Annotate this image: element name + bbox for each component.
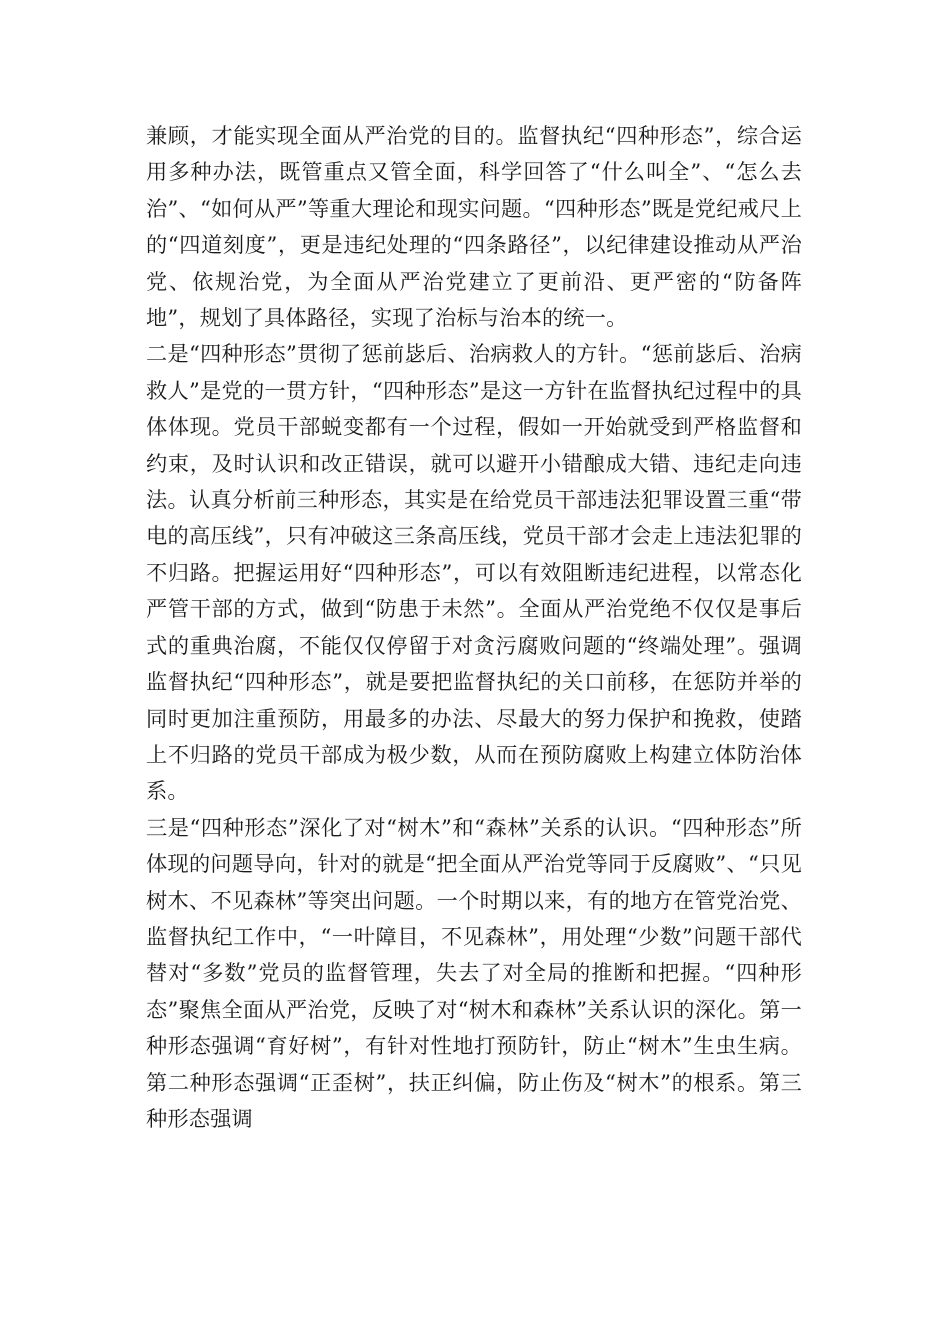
- document-body: [146, 118, 802, 1137]
- paragraph-3: 三是“四种形态”深化了对“树木”和“森林”关系的认识。“四种形态”所体现的问题导向，针对的就是“把全面从严治党等同于反腐败”、“只见树木、不见森林”等突出问题。一个时期以来，有的地方在管党治党、监督执纪工作中，“一叶障目，不见森林”，用处理“少数”问题干部代替对“多数”党员的监督管理，失去了对全局的推断和把握。“四种形态”聚焦全面从严治党，反映了对“树木和森林”关系认识的深化。第一种形态强调“育好树”，有针对性地打预防针，防止“树木”生虫生病。第二种形态强调“正歪树”，扶正纠偏，防止伤及“树木”的根系。第三种形态强调: [146, 814, 802, 1131]
- paragraph-1: 兼顾，才能实现全面从严治党的目的。监督执纪“四种形态”，综合运用多种办法，既管重点又管全面，科学回答了“什么叫全”、“怎么去治”、“如何从严”等重大理论和现实问题。“四种形态”既是党纪戒尺上的“四道刻度”，更是违纪处理的“四条路径”，以纪律建设推动从严治党、依规治党，为全面从严治党建立了更前沿、更严密的“防备阵地”，规划了具体路径，实现了治标与治本的统一。: [146, 123, 802, 331]
- paragraph-2: 二是“四种形态”贯彻了惩前毖后、治病救人的方针。“惩前毖后、治病救人”是党的一贯方针，“四种形态”是这一方针在监督执纪过程中的具体体现。党员干部蜕变都有一个过程，假如一开始就受到严格监督和约束，及时认识和改正错误，就可以避开小错酿成大错、违纪走向违法。认真分析前三种形态，其实是在给党员干部违法犯罪设置三重“带电的高压线”，只有冲破这三条高压线，党员干部才会走上违法犯罪的不归路。把握运用好“四种形态”，可以有效阻断违纪进程，以常态化严管干部的方式，做到“防患于未然”。全面从严治党绝不仅仅是事后式的重典治腐，不能仅仅停留于对贪污腐败问题的“终端处理”。强调监督执纪“四种形态”，就是要把监督执纪的关口前移，在惩防并举的同时更加注重预防，用最多的办法、尽最大的努力保护和挽救，使踏上不归路的党员干部成为极少数，从而在预防腐败上构建立体防治体系。: [146, 341, 802, 804]
